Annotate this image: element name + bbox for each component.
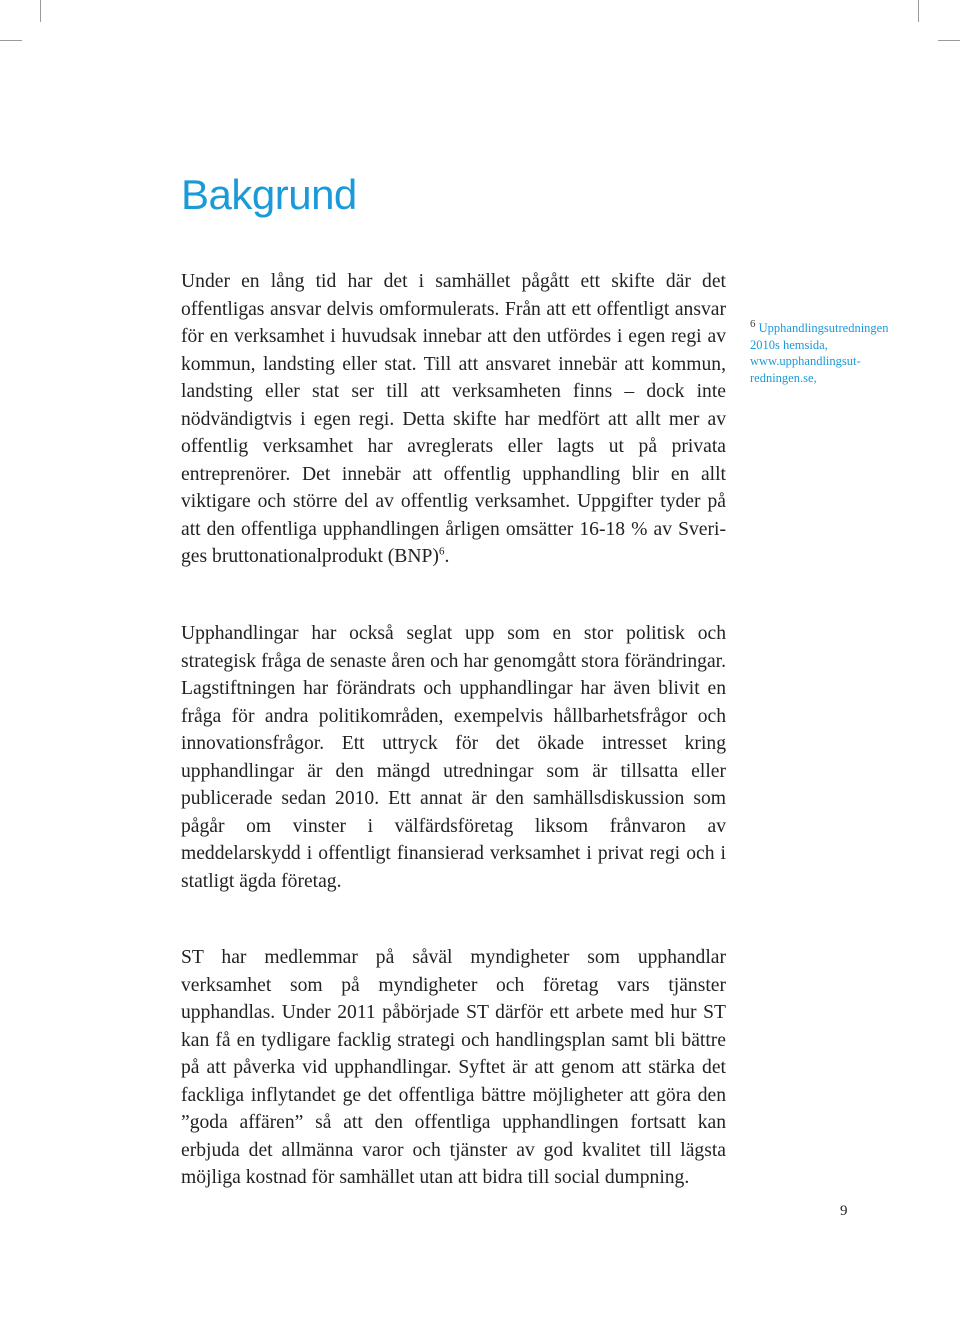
paragraph-2-text: Upphandlingar har också seglat upp som en stor politisk och strategisk fråga de senaste åren och har genomgått stora förändringar. Lagstiftningen har förändrats och upphandlingar har även blivit en fråga för andra politikområden, exempelvis hållbarhetsfrågor och innovationsfrågor. Ett uttryck för det ökade intresset kring upphandlingar är den mängd utredningar som är tillsatta eller publicerade sedan 2010. Ett annat är den samhällsdiskussion som pågår om vinster i välfärdsföretag liksom frånvaron av meddelarskydd i offentligt finansierad verksamhet i privat regi och i statligt ägda företag. — [181, 623, 726, 892]
paragraph-1 — [181, 268, 726, 598]
page-title: Bakgrund — [181, 171, 357, 218]
sidenote-number: 6 — [750, 317, 756, 330]
paragraph-1-text: Under en lång tid har det i samhället pågått ett skifte där det offentligas ansvar delvis omformulerats. Från att ett offentligt ansvar för en verksamhet i huvudsak innebar att den utfördes i egen regi av kommun, landsting eller stat. Till att ansvaret innebär att kommun, landsting eller stat ser till att verksamheten finns – dock inte nödvändigtvis i egen regi. Detta skifte har medfört att allt mer av offentlig verksamhet har avreglerats eller lagts ut på privata entreprenörer. Det innebär att offentlig upphandling blir en allt viktigare och större del av offentlig verksamhet. Uppgifter tyder på att den offentliga upphandlingen årligen omsätter 16-18 % av Sveriges bruttonationalprodukt (BNP) — [181, 271, 726, 567]
footnote-ref: 6 — [438, 545, 445, 558]
paragraph-2 — [181, 620, 726, 922]
paragraph-3-text: ST har medlemmar på såväl myndigheter som upphandlar verksamhet som på myndigheter och företag vars tjänster upphandlas. Under 2011 påbörjade ST därför ett arbete med hur ST kan få en tydligare facklig strategi och handlingsplan samt bli bättre på att påverka vid upphandlingar. Syftet är att genom att stärka det fackliga inflytandet ge det offentliga bättre möjligheter att göra den ”goda affären” så att den offentliga upphandlingen fortsatt kan erbjuda det allmänna varor och tjänster av god kvalitet till lägsta möjliga kostnad för samhället utan att bidra till social dumpning. — [181, 947, 726, 1188]
crop-mark-left-h — [0, 40, 22, 41]
sidenote-text: Upphandlingsutredningen 2010s hemsida, www.upphandlingsutredningen.se, — [750, 321, 889, 385]
crop-mark-left — [40, 0, 41, 22]
crop-mark-right — [918, 0, 919, 22]
paragraph-3 — [181, 944, 726, 1219]
paragraph-1-end: . — [444, 546, 450, 567]
crop-mark-right-h — [938, 40, 960, 41]
sidenote — [750, 317, 890, 386]
page-number: 9 — [840, 1203, 848, 1219]
